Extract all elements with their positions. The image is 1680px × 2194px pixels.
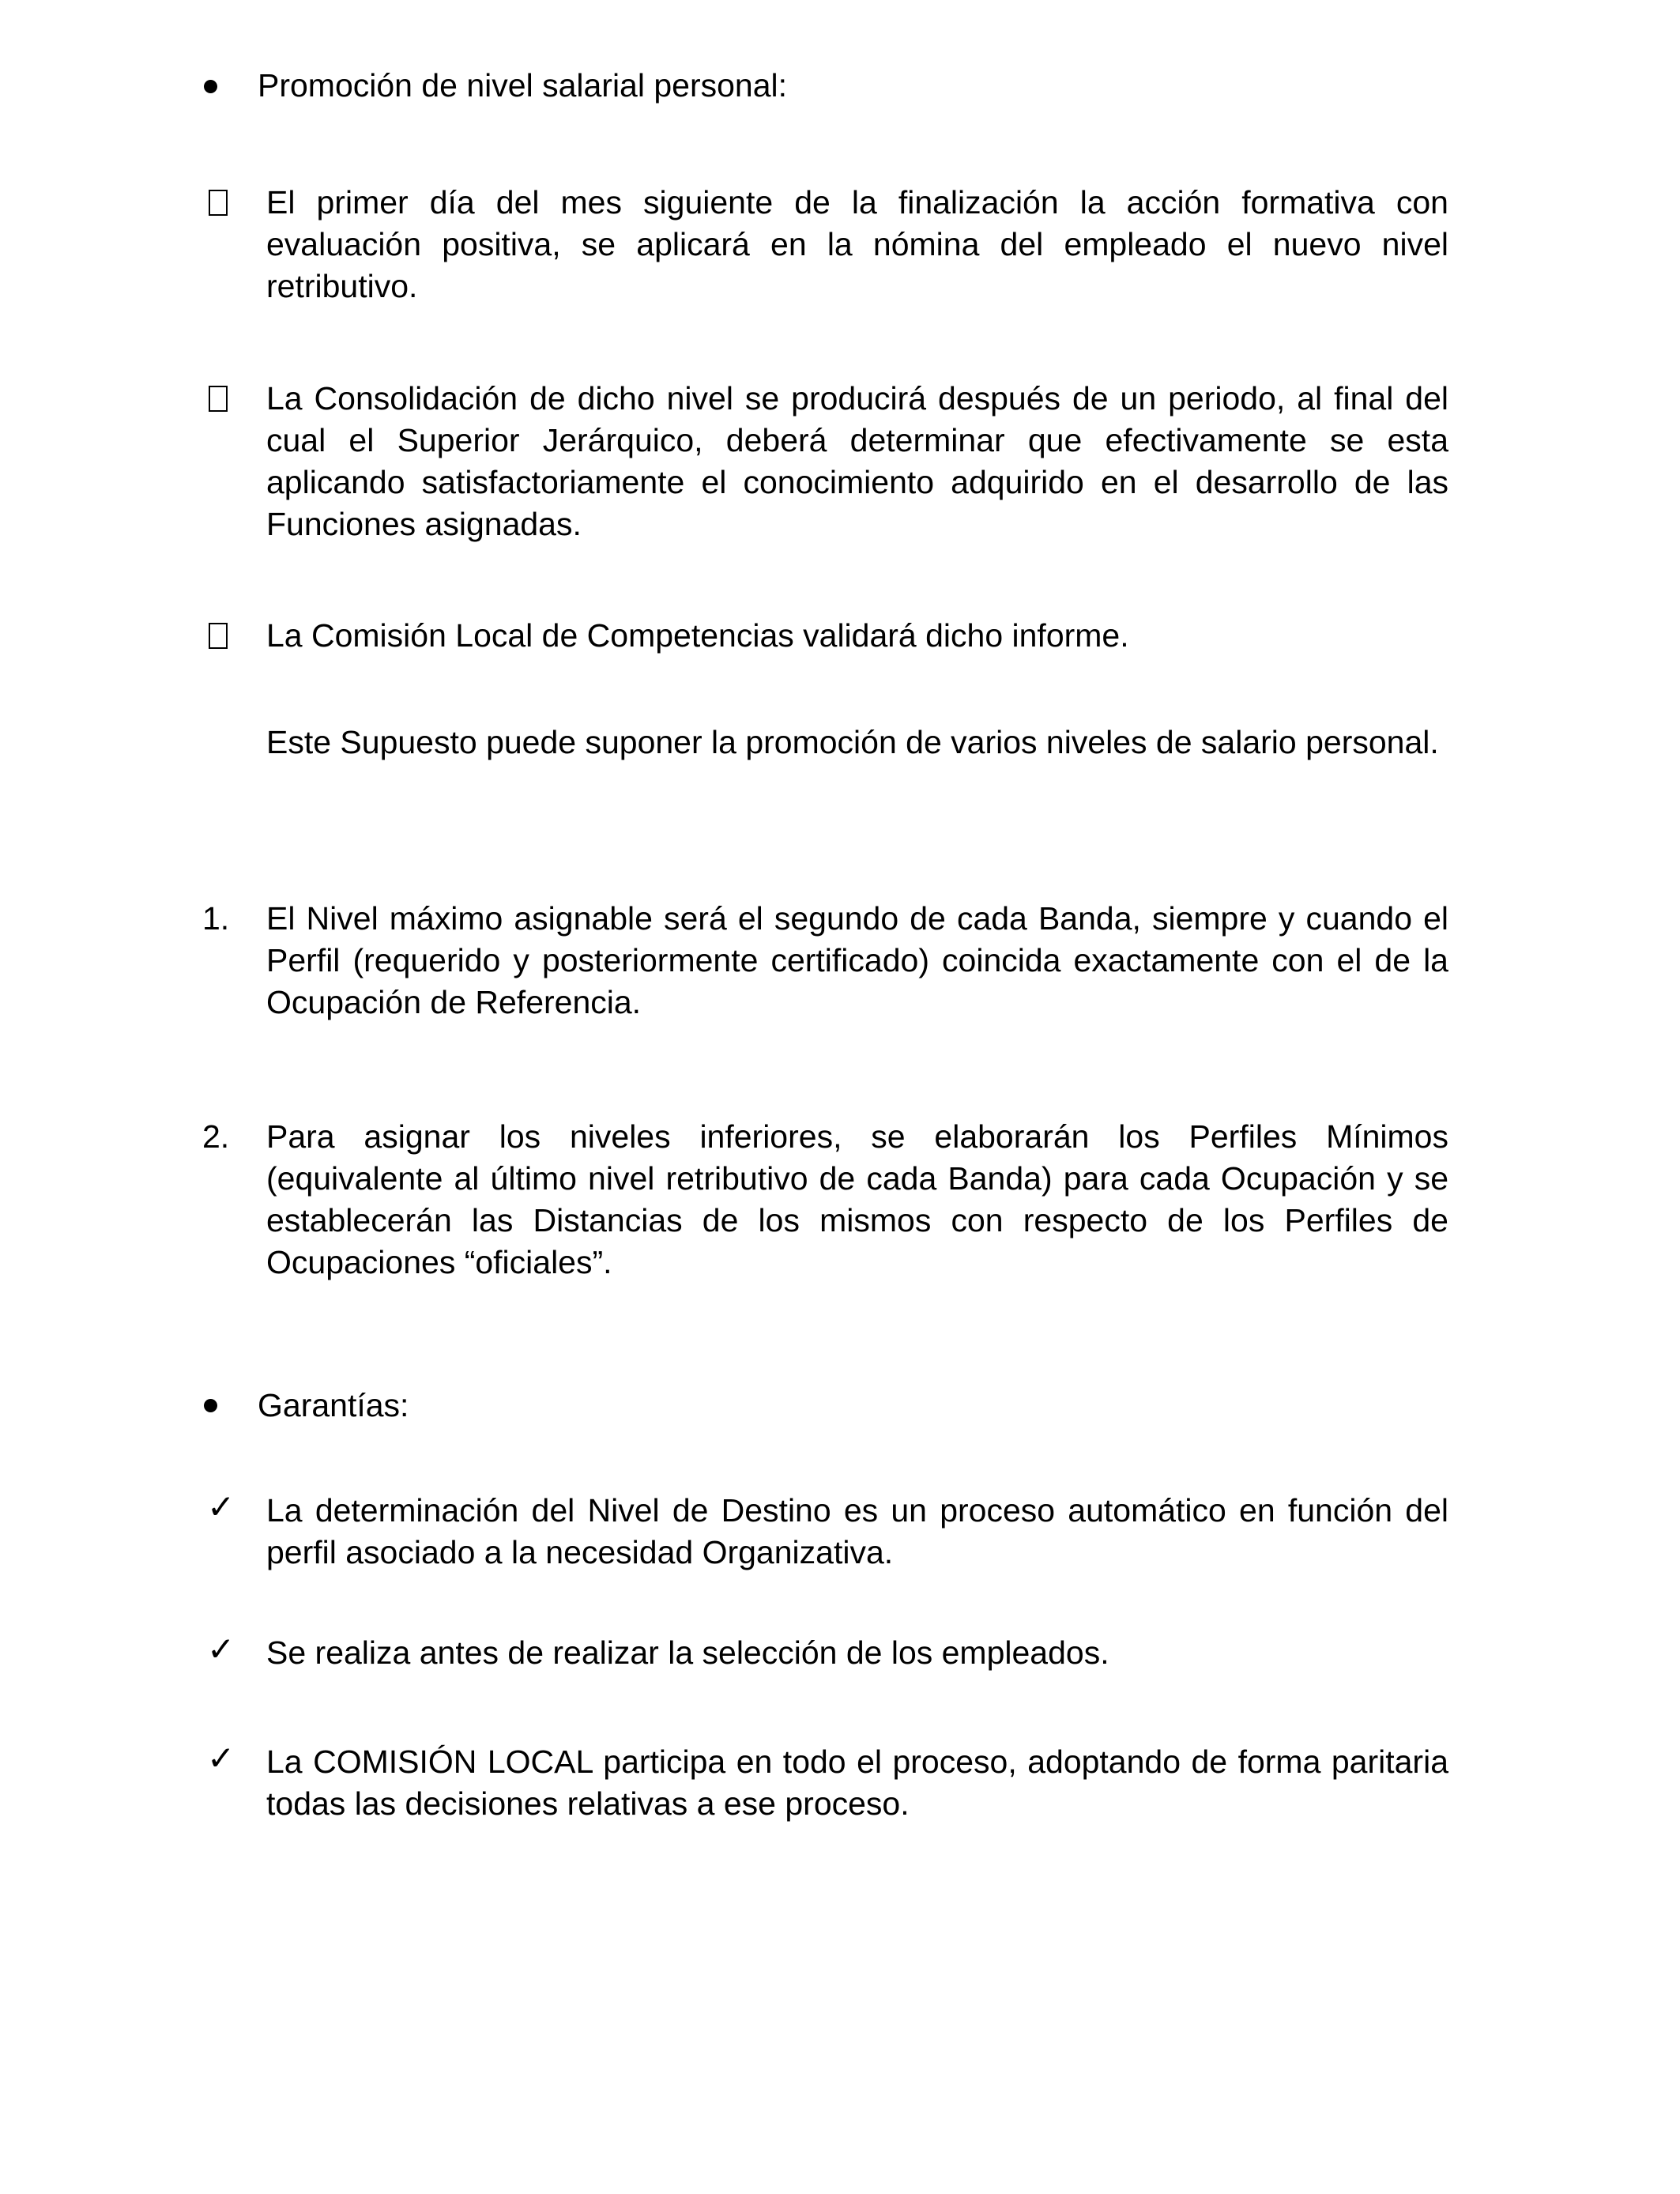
- section-note: Este Supuesto puede suponer la promoción de varios niveles de salario personal.: [266, 724, 1439, 760]
- square-bullet-icon: [209, 190, 228, 216]
- checkmark-icon: ✓: [207, 1739, 235, 1777]
- list-number: 1.: [202, 900, 230, 937]
- guarantee-item: La COMISIÓN LOCAL participa en todo el proceso, adoptando de forma paritaria todas las decisiones relativas a ese proceso.: [266, 1744, 1448, 1822]
- guarantee-item: La determinación del Nivel de Destino es un proceso automático en función del perfil asociado a la necesidad Organizativa.: [266, 1492, 1448, 1570]
- section-heading-garantias: Garantías:: [258, 1387, 409, 1423]
- numbered-item: El Nivel máximo asignable será el segundo de cada Banda, siempre y cuando el Perfil (requerido y posteriormente certificado) coincida exactamente con el de la Ocupación de Referencia.: [266, 900, 1448, 1020]
- guarantee-item: Se realiza antes de realizar la selección de los empleados.: [266, 1634, 1109, 1671]
- checkmark-icon: ✓: [207, 1487, 235, 1526]
- section-heading-promocion: Promoción de nivel salarial personal:: [258, 67, 788, 104]
- bullet-dot: [204, 80, 217, 93]
- list-item: La Comisión Local de Competencias validará dicho informe.: [266, 617, 1129, 654]
- list-item: La Consolidación de dicho nivel se producirá después de un periodo, al final del cual el Superior Jerárquico, deberá determinar que efectivamente se esta aplicando satisfactoriamente el conocimiento adquirido en el desarrollo de las Funciones asignadas.: [266, 380, 1448, 542]
- list-number: 2.: [202, 1118, 230, 1155]
- square-bullet-icon: [209, 386, 228, 412]
- checkmark-icon: ✓: [207, 1630, 235, 1668]
- bullet-dot: [204, 1399, 217, 1412]
- list-item: El primer día del mes siguiente de la finalización la acción formativa con evaluación positiva, se aplicará en la nómina del empleado el nuevo nivel retributivo.: [266, 184, 1448, 304]
- numbered-item: Para asignar los niveles inferiores, se elaborarán los Perfiles Mínimos (equivalente al último nivel retributivo de cada Banda) para cada Ocupación y se establecerán las Distancias de los mismos con respecto de los Perfiles de Ocupaciones “oficiales”.: [266, 1118, 1448, 1280]
- square-bullet-icon: [209, 623, 228, 649]
